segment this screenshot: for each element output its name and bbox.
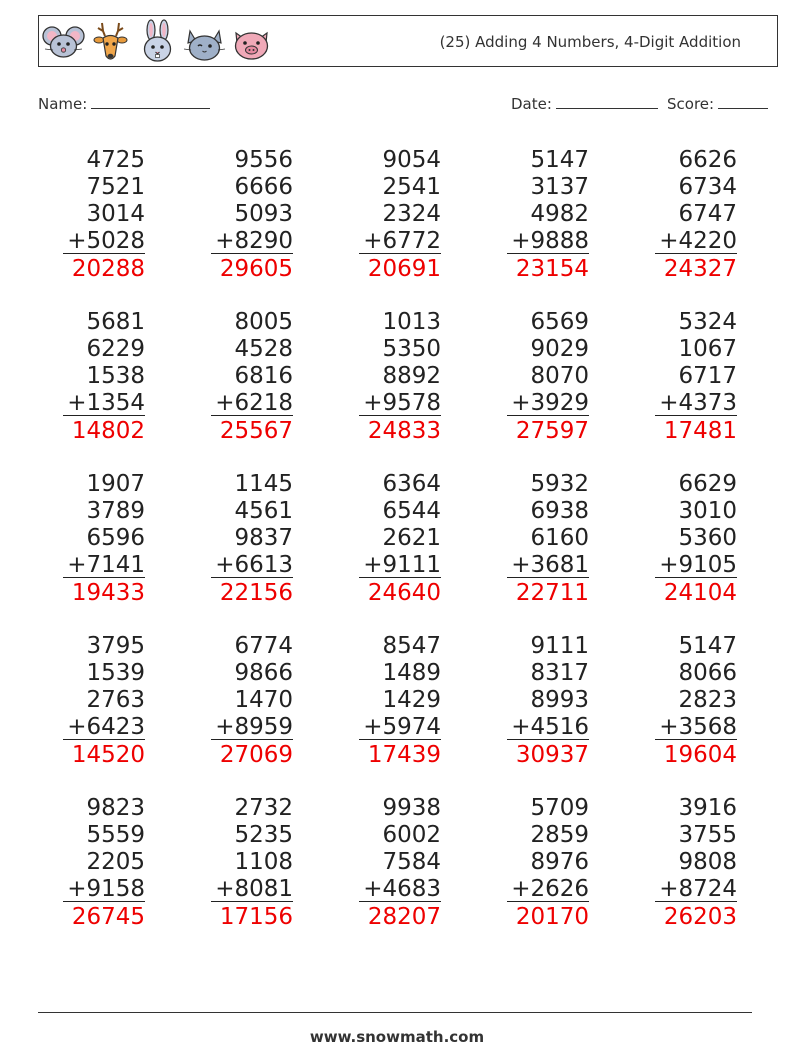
addition-problem [359,147,441,282]
addend-2: 9866 [234,660,293,686]
answer: 24104 [663,580,737,606]
addend-1: 5681 [86,309,145,335]
addend-3: 6816 [234,363,293,389]
name-field[interactable] [38,93,210,114]
addition-problem [655,795,737,930]
answer: 22711 [515,580,589,606]
addend-2: 6666 [234,174,293,200]
addend-3: 2621 [382,525,441,551]
addend-2: 1067 [678,336,737,362]
addend-1: 3916 [678,795,737,821]
addend-2: 6544 [382,498,441,524]
worksheet-header [38,15,778,67]
addend-1: 5147 [530,147,589,173]
addend-3: 2763 [86,687,145,713]
mouse-icon [41,19,86,65]
addend-2: 3010 [678,498,737,524]
addition-problem [655,147,737,282]
answer: 30937 [515,742,589,768]
addend-4: +3681 [507,552,589,578]
answer: 29605 [219,256,293,282]
answer: 20170 [515,904,589,930]
addend-3: 1470 [234,687,293,713]
addend-1: 6629 [678,471,737,497]
addend-1: 2732 [234,795,293,821]
addition-problem [507,147,589,282]
addend-4: +9111 [359,552,441,578]
animal-icons [41,19,274,65]
addition-problem [507,633,589,768]
addend-1: 6569 [530,309,589,335]
worksheet-title: (25) Adding 4 Numbers, 4-Digit Addition [439,33,741,51]
addend-3: 3014 [86,201,145,227]
answer: 17439 [367,742,441,768]
addend-4: +6772 [359,228,441,254]
answer: 24833 [367,418,441,444]
name-label: Name: [38,95,88,113]
addend-3: 9808 [678,849,737,875]
addend-4: +4373 [655,390,737,416]
answer: 17156 [219,904,293,930]
addend-1: 8005 [234,309,293,335]
addend-3: 4982 [530,201,589,227]
addition-problem [63,795,145,930]
addend-3: 1108 [234,849,293,875]
addend-1: 6626 [678,147,737,173]
addend-1: 6364 [382,471,441,497]
addend-4: +8290 [211,228,293,254]
addend-4: +8724 [655,876,737,902]
addition-problem [63,471,145,606]
date-label: Date: [511,95,552,113]
addend-1: 9111 [530,633,589,659]
addend-1: 9054 [382,147,441,173]
addend-3: 8993 [530,687,589,713]
addend-4: +2626 [507,876,589,902]
answer: 17481 [663,418,737,444]
addend-2: 1539 [86,660,145,686]
addend-2: 5350 [382,336,441,362]
answer: 28207 [367,904,441,930]
date-blank[interactable] [556,93,658,109]
addend-4: +1354 [63,390,145,416]
answer: 19433 [71,580,145,606]
footer-divider [38,1012,752,1013]
addition-problem [655,471,737,606]
answer: 27597 [515,418,589,444]
addition-problem [655,309,737,444]
addend-1: 9556 [234,147,293,173]
addend-2: 3755 [678,822,737,848]
addition-problem [211,795,293,930]
addend-4: +6218 [211,390,293,416]
addend-2: 9029 [530,336,589,362]
addition-problem [507,471,589,606]
addend-2: 1489 [382,660,441,686]
addition-problem [359,471,441,606]
addend-4: +5028 [63,228,145,254]
answer: 24327 [663,256,737,282]
addend-3: 2823 [678,687,737,713]
addend-4: +4516 [507,714,589,740]
addend-4: +9888 [507,228,589,254]
addend-1: 5147 [678,633,737,659]
addend-4: +6613 [211,552,293,578]
addition-problem [211,471,293,606]
addend-2: 3789 [86,498,145,524]
addend-3: 1538 [86,363,145,389]
addend-1: 4725 [86,147,145,173]
addend-4: +6423 [63,714,145,740]
answer: 22156 [219,580,293,606]
addend-3: 5360 [678,525,737,551]
addend-2: 2541 [382,174,441,200]
rabbit-icon [135,19,180,65]
addend-1: 5709 [530,795,589,821]
addend-1: 9823 [86,795,145,821]
addend-2: 6734 [678,174,737,200]
addend-2: 5235 [234,822,293,848]
addend-3: 6160 [530,525,589,551]
footer-site: www.snowmath.com [309,1028,485,1046]
addition-problem [211,147,293,282]
answer: 14802 [71,418,145,444]
answer: 24640 [367,580,441,606]
addend-1: 5932 [530,471,589,497]
pig-icon [229,19,274,65]
addition-problem [211,633,293,768]
addend-4: +5974 [359,714,441,740]
addend-4: +9578 [359,390,441,416]
addend-3: 1429 [382,687,441,713]
addend-4: +9105 [655,552,737,578]
answer: 20691 [367,256,441,282]
addition-problem [507,309,589,444]
addend-1: 1013 [382,309,441,335]
addend-1: 9938 [382,795,441,821]
addend-3: 6596 [86,525,145,551]
addend-2: 8066 [678,660,737,686]
addend-2: 2859 [530,822,589,848]
addition-problem [655,633,737,768]
addend-3: 7584 [382,849,441,875]
addend-2: 6229 [86,336,145,362]
addend-4: +9158 [63,876,145,902]
score-label: Score: [667,95,715,113]
addend-3: 2324 [382,201,441,227]
addend-3: 2205 [86,849,145,875]
addend-1: 1145 [234,471,293,497]
addend-3: 5093 [234,201,293,227]
addend-4: +4683 [359,876,441,902]
addition-problem [63,633,145,768]
addend-4: +3568 [655,714,737,740]
deer-icon [88,19,133,65]
answer: 25567 [219,418,293,444]
addition-problem [63,309,145,444]
addend-3: 8976 [530,849,589,875]
addend-4: +8081 [211,876,293,902]
addend-1: 8547 [382,633,441,659]
addend-2: 3137 [530,174,589,200]
answer: 26203 [663,904,737,930]
addend-4: +7141 [63,552,145,578]
answer: 26745 [71,904,145,930]
answer: 20288 [71,256,145,282]
addend-4: +4220 [655,228,737,254]
addend-3: 6747 [678,201,737,227]
addend-2: 5559 [86,822,145,848]
addend-2: 6938 [530,498,589,524]
addend-3: 9837 [234,525,293,551]
addend-2: 4561 [234,498,293,524]
answer: 23154 [515,256,589,282]
addend-1: 3795 [86,633,145,659]
addend-2: 7521 [86,174,145,200]
addend-2: 4528 [234,336,293,362]
addend-4: +8959 [211,714,293,740]
answer: 14520 [71,742,145,768]
addition-problem [507,795,589,930]
addition-problem [211,309,293,444]
addition-problem [359,309,441,444]
addend-4: +3929 [507,390,589,416]
addend-1: 5324 [678,309,737,335]
addition-problem [63,147,145,282]
addend-2: 8317 [530,660,589,686]
addend-3: 8070 [530,363,589,389]
score-blank[interactable] [718,93,768,109]
addend-3: 6717 [678,363,737,389]
addend-3: 8892 [382,363,441,389]
addition-problem [359,633,441,768]
name-blank[interactable] [91,93,210,109]
addend-1: 1907 [86,471,145,497]
date-field[interactable] [511,93,658,114]
addend-1: 6774 [234,633,293,659]
cat-icon [182,19,227,65]
addition-problem [359,795,441,930]
answer: 19604 [663,742,737,768]
score-field[interactable] [667,93,768,114]
addend-2: 6002 [382,822,441,848]
answer: 27069 [219,742,293,768]
